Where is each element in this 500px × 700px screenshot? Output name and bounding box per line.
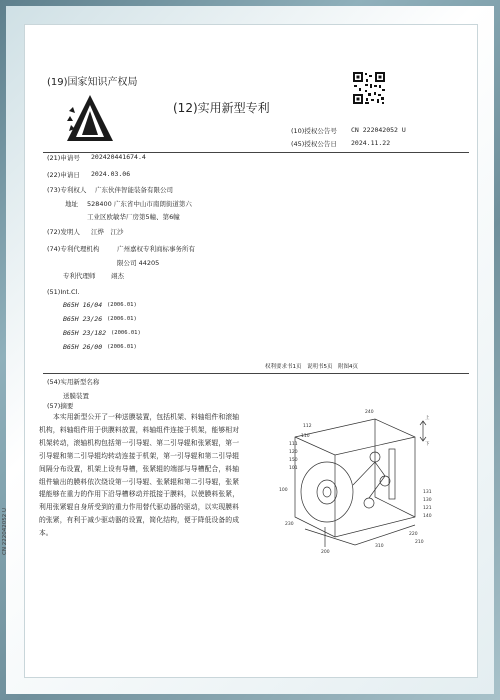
inventors: 江烨 江沙 — [91, 228, 124, 236]
ipc-version: (2006.01) — [107, 344, 137, 350]
pub-date-label: (45)授权公告日 — [291, 140, 337, 148]
abstract-text: 本实用新型公开了一种送膜装置，包括机架、料轴组件和滚轴机构，料轴组件用于供膜料放置，料轴组件连接于机架，能够相对机架转动，滚轴机构包括第一引导辊、第二引导辊和张紧辊，第一引导辊和第二引导辊均转动连接于机架，第一引导辊和第二引导辊间隔分布设置，机架上设有导槽，张紧辊的端部与导槽配合，料轴组件输出的膜料依次绕设第一引导辊、张紧辊和第二引导辊，张紧辊能够在重力的作用下沿导槽移动并抵接于膜料，以使膜料张紧，利用张紧辊自身所受到的重力作用替代驱动器的驱动，以实现膜料的张紧，有利于减少驱动器的设置，简化结构，便于降低设备的成本。 — [39, 413, 239, 538]
patent-page — [24, 24, 478, 678]
figure-label: 230 — [285, 522, 294, 527]
figure-label: 112 — [303, 424, 312, 429]
agent-label: 专利代理师 — [63, 272, 96, 280]
pub-no: CN 222042052 U — [351, 126, 406, 134]
utility-model-title: 送膜装置 — [63, 392, 89, 400]
patentee-label: (73)专利权人 — [47, 186, 87, 194]
figure-label: 131 — [423, 490, 432, 495]
agency-line1: 广州嘉权专利商标事务所有 — [117, 245, 195, 253]
agency-label: (74)专利代理机构 — [47, 245, 100, 253]
address-line1: 528400 广东省中山市南朗街道第六 — [87, 200, 192, 208]
figure-label: 110 — [301, 434, 310, 439]
ipc-code: B65H 26/00 — [63, 343, 103, 351]
figure-label: 140 — [423, 514, 432, 519]
title-label: (54)实用新型名称 — [47, 378, 100, 386]
figure-label: 上 — [425, 416, 430, 421]
figure-label: 100 — [279, 488, 288, 493]
figure-label: 150 — [289, 458, 298, 463]
app-date-label: (22)申请日 — [47, 171, 80, 179]
ipc-code: B65H 23/26 — [63, 315, 103, 323]
figure-label: 200 — [321, 550, 330, 555]
app-no: 202420441674.4 — [91, 153, 146, 161]
agency-line2: 限公司 44205 — [117, 259, 160, 267]
figure-label: 130 — [423, 498, 432, 503]
figure-label: 121 — [423, 506, 432, 511]
figure-label: 220 — [409, 532, 418, 537]
patentee: 广东伙伴智能装备有限公司 — [95, 186, 173, 194]
ipc-code: B65H 23/182 — [63, 329, 107, 337]
side-publication-number: CN 222042052 U — [2, 508, 8, 555]
figure-label: 101 — [289, 466, 298, 471]
document-type: (12)实用新型专利 — [173, 101, 270, 115]
figure-label: 210 — [415, 540, 424, 545]
page-counts: 权利要求书1页 说明书5页 附图4页 — [265, 364, 358, 370]
section-divider — [43, 373, 469, 374]
app-date: 2024.03.06 — [91, 170, 131, 178]
ipc-version: (2006.01) — [107, 316, 137, 322]
inventor-label: (72)发明人 — [47, 228, 80, 236]
qr-code-icon — [352, 71, 386, 105]
figure-label: 下 — [425, 442, 430, 447]
ipc-version: (2006.01) — [111, 330, 141, 336]
address-line2: 工业区欧敏华厂房第5幢、第6幢 — [87, 213, 180, 221]
figure-label: 310 — [375, 544, 384, 549]
ipc-code: B65H 16/04 — [63, 301, 103, 309]
address-label: 地址 — [65, 200, 78, 208]
agent: 翊杰 — [111, 272, 124, 280]
cnipa-logo-icon — [63, 91, 117, 145]
abstract-label: (57)摘要 — [47, 402, 74, 410]
abstract-figure — [265, 397, 445, 557]
figure-label: 111 — [289, 442, 298, 447]
app-no-label: (21)申请号 — [47, 154, 80, 162]
pub-no-label: (10)授权公告号 — [291, 127, 337, 135]
figure-label: 120 — [289, 450, 298, 455]
figure-label: 240 — [365, 410, 374, 415]
office-name: (19)国家知识产权局 — [47, 77, 138, 88]
ipc-label: (51)Int.Cl. — [47, 288, 80, 296]
ipc-version: (2006.01) — [107, 302, 137, 308]
pub-date: 2024.11.22 — [351, 139, 391, 147]
